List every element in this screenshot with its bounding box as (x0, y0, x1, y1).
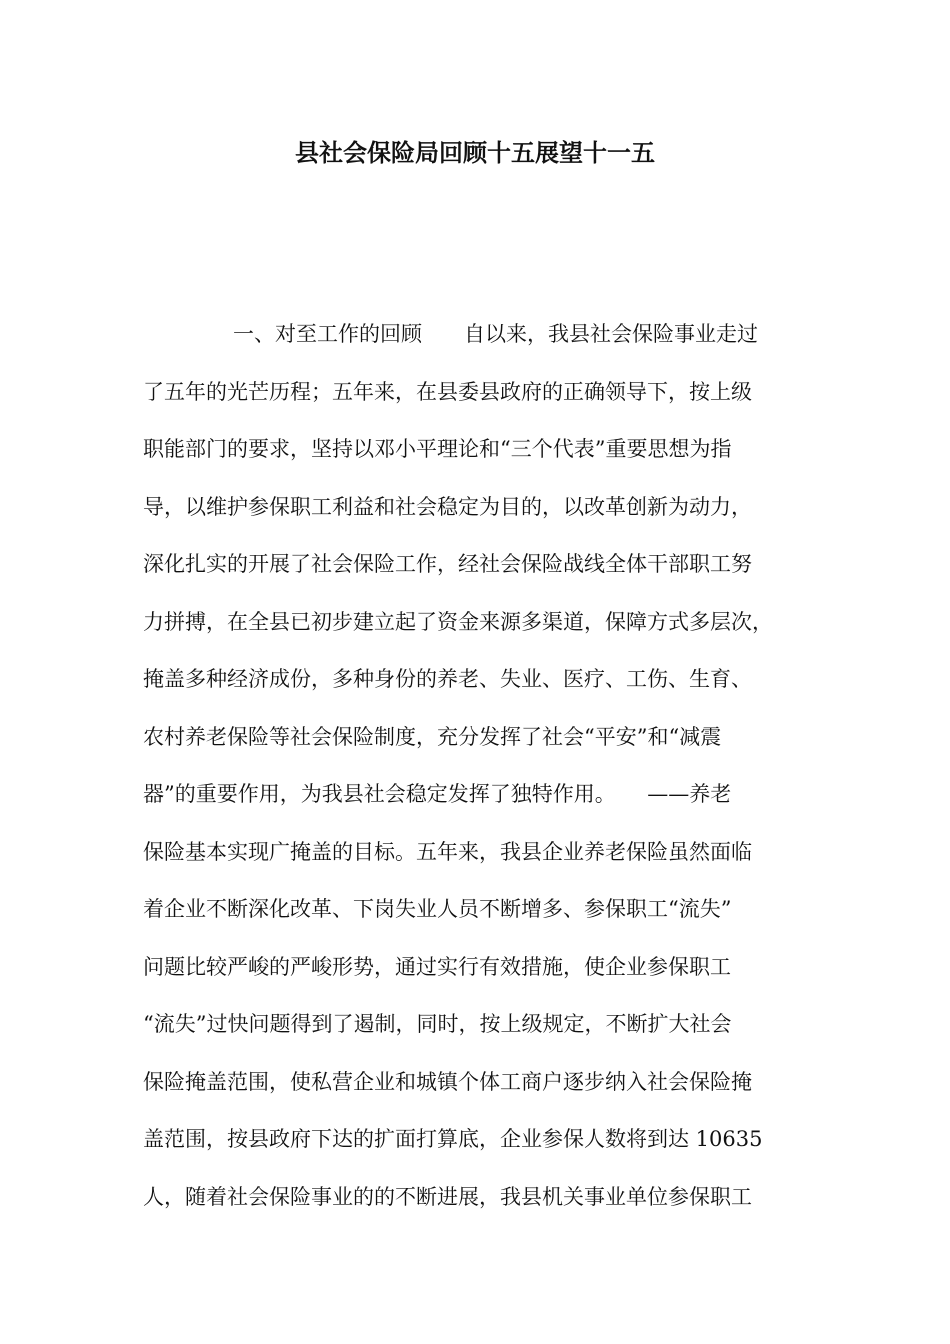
paragraph-line: 保险基本实现广掩盖的目标。五年来，我县企业养老保险虽然面临 (143, 839, 752, 864)
document-body (143, 316, 833, 1236)
paragraph-line: 导，以维护参保职工利益和社会稳定为目的，以改革创新为动力， (143, 494, 752, 519)
paragraph-line: 掩盖多种经济成份，多种身份的养老、失业、医疗、工伤、生育、 (143, 667, 752, 691)
paragraph-line: 盖范围，按县政府下达的扩面打算底，企业参保人数将到达 10635 (143, 1127, 763, 1151)
paragraph-line: 人，随着社会保险事业的的不断进展，我县机关事业单位参保职工 (143, 1184, 752, 1209)
paragraph-line: 着企业不断深化改革、下岗失业人员不断增多、参保职工“流失” (143, 897, 732, 921)
paragraph-line: 保险掩盖范围，使私营企业和城镇个体工商户逐步纳入社会保险掩 (143, 1069, 752, 1094)
paragraph-line: 力拼搏，在全县已初步建立起了资金来源多渠道，保障方式多层次， (143, 609, 773, 634)
paragraph-line: 器”的重要作用，为我县社会稳定发挥了独特作用。 ——养老 (143, 782, 732, 806)
paragraph-line: 了五年的光芒历程；五年来，在县委县政府的正确领导下，按上级 (143, 379, 752, 404)
paragraph-line: “流失”过快问题得到了遏制，同时，按上级规定，不断扩大社会 (143, 1012, 732, 1036)
document-title: 县社会保险局回顾十五展望十一五 (295, 138, 655, 167)
paragraph-line: 职能部门的要求，坚持以邓小平理论和“三个代表”重要思想为指 (143, 437, 732, 461)
paragraph-line: 农村养老保险等社会保险制度，充分发挥了社会“平安”和“减震 (143, 724, 722, 749)
paragraph-line: 深化扎实的开展了社会保险工作，经社会保险战线全体干部职工努 (143, 552, 752, 576)
paragraph-line: 问题比较严峻的严峻形势，通过实行有效措施，使企业参保职工 (143, 954, 731, 979)
paragraph-line: 一、对至工作的回顾 自以来，我县社会保险事业走过 (233, 322, 758, 346)
